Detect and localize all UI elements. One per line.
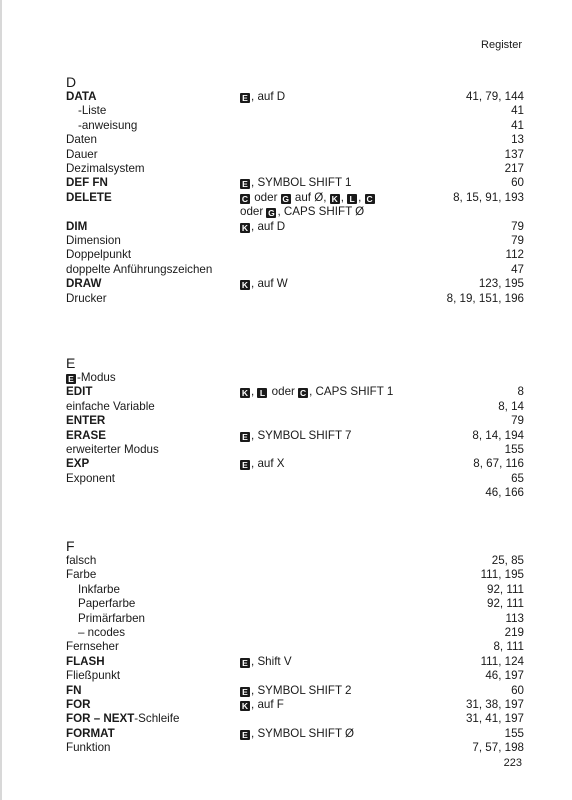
- index-term: [66, 568, 238, 582]
- index-term: [66, 597, 250, 611]
- page-references: 8, 14, 194: [472, 428, 524, 442]
- page-references: 79: [511, 219, 524, 233]
- index-term-text: DIM: [66, 219, 88, 233]
- mid-text: , auf W: [251, 277, 288, 291]
- section-letter: F: [66, 538, 75, 554]
- index-term: [66, 400, 238, 414]
- key-k-icon: K: [241, 388, 249, 399]
- mid-text: ,: [340, 190, 348, 204]
- key-sequence-line: [240, 191, 420, 205]
- page-references: 65: [511, 471, 524, 485]
- page-references: 41: [511, 118, 524, 132]
- index-term-text: ENTER: [66, 414, 106, 428]
- key-sequence-line: [240, 220, 420, 234]
- index-entry: [66, 457, 524, 471]
- page-references: 113: [505, 611, 524, 625]
- index-term-text: einfache Variable: [66, 399, 155, 413]
- index-term-text: DEF FN: [66, 176, 108, 190]
- page-references: 13: [511, 133, 524, 147]
- index-term-text: – ncodes: [78, 626, 126, 640]
- index-entry: [66, 669, 524, 683]
- page-references: 79: [511, 414, 524, 428]
- index-entry: [66, 234, 524, 248]
- index-term: [66, 263, 238, 277]
- key-e-icon: E: [66, 374, 76, 384]
- index-entry: [66, 220, 524, 234]
- mid-text: , Shift V: [251, 654, 292, 668]
- index-term-text: Exponent: [66, 471, 115, 485]
- key-sequence: [240, 191, 420, 220]
- key-sequence-line: [240, 385, 420, 399]
- index-term-text: Farbe: [66, 568, 97, 582]
- index-entry: [66, 191, 524, 220]
- section-e: [66, 355, 524, 501]
- key-e-icon: E: [240, 687, 250, 697]
- index-term-text: DRAW: [66, 277, 102, 291]
- key-g-icon: G: [268, 208, 275, 219]
- index-entry: [66, 626, 524, 640]
- index-entry: [66, 583, 524, 597]
- index-term: [66, 612, 250, 626]
- index-term-text: EXP: [66, 457, 90, 471]
- index-term: [66, 655, 238, 669]
- index-term-text: FOR – NEXT: [66, 712, 135, 726]
- key-c-icon: C: [300, 388, 307, 399]
- index-term-text: FN: [66, 683, 82, 697]
- key-sequence: [240, 385, 420, 399]
- page-references: 60: [511, 176, 524, 190]
- index-term-text: Daten: [66, 133, 97, 147]
- index-entry: [66, 385, 524, 399]
- page-number: 223: [503, 757, 522, 769]
- index-term: [66, 191, 238, 205]
- index-term: [66, 90, 238, 104]
- mid-text: , SYMBOL SHIFT 1: [251, 176, 352, 190]
- page-references: 8, 19, 151, 196: [446, 291, 524, 305]
- page-edge: [0, 0, 2, 800]
- running-header: Register: [481, 39, 522, 51]
- index-term: [66, 292, 238, 306]
- index-entry: [66, 741, 524, 755]
- index-term-text: Funktion: [66, 741, 111, 755]
- key-sequence-line: [240, 277, 420, 291]
- page-references: 217: [504, 162, 524, 176]
- key-sequence-line: [240, 727, 420, 741]
- index-entry: [66, 414, 524, 428]
- index-term: [66, 741, 238, 755]
- index-term-text: erweiterter Modus: [66, 443, 159, 457]
- mid-text: oder: [251, 190, 281, 204]
- index-term: [66, 727, 238, 741]
- key-k-icon: K: [241, 280, 249, 291]
- page-references: 123, 195: [478, 277, 524, 291]
- key-sequence-line: [240, 655, 420, 669]
- key-e-icon: E: [240, 432, 250, 442]
- index-term-text: FORMAT: [66, 726, 115, 740]
- index-term-text: EDIT: [66, 385, 93, 399]
- mid-text: , SYMBOL SHIFT 2: [251, 683, 352, 697]
- index-entry: [66, 655, 524, 669]
- key-sequence-line: [240, 698, 420, 712]
- index-term: [66, 712, 238, 726]
- index-entry: [66, 684, 524, 698]
- index-entry: [66, 292, 524, 306]
- index-entry: [66, 640, 524, 654]
- page-references: 41: [511, 104, 524, 118]
- mid-text: ,: [251, 385, 258, 399]
- index-entry: [66, 472, 524, 486]
- page-references: 41, 79, 144: [465, 90, 524, 103]
- key-sequence: [240, 277, 420, 291]
- index-term-text: Doppelpunkt: [66, 248, 132, 262]
- mid-text: , auf D: [251, 90, 286, 103]
- page-references: 79: [511, 234, 524, 248]
- key-k-icon: K: [241, 222, 249, 233]
- page-references: 46, 166: [485, 486, 524, 500]
- index-entry: [66, 119, 524, 133]
- index-term-text: falsch: [66, 554, 97, 567]
- key-c-icon: C: [366, 193, 373, 204]
- page-references: 47: [511, 262, 524, 276]
- index-term: [66, 669, 238, 683]
- page-references: 155: [504, 726, 524, 740]
- key-c-icon: C: [241, 193, 249, 204]
- key-sequence: [240, 727, 420, 741]
- key-sequence: [240, 90, 420, 104]
- index-term: [66, 457, 238, 471]
- page-references: 8, 15, 91, 193: [453, 190, 524, 204]
- index-term: [66, 385, 238, 399]
- key-sequence: [240, 698, 420, 712]
- index-term-text: Drucker: [66, 291, 107, 305]
- index-entry: [66, 698, 524, 712]
- section-letter: E: [66, 355, 76, 371]
- index-term: [66, 626, 250, 640]
- index-entry: [66, 176, 524, 190]
- index-term-text: DELETE: [66, 190, 112, 204]
- index-term-text: Fernseher: [66, 640, 119, 654]
- mid-text: oder: [268, 385, 299, 399]
- key-sequence-line: [240, 205, 420, 219]
- key-sequence: [240, 176, 420, 190]
- page-references: 25, 85: [491, 554, 524, 567]
- index-entry: [66, 712, 524, 726]
- index-term-text: FLASH: [66, 654, 105, 668]
- index-term-text: Dauer: [66, 147, 98, 161]
- key-sequence-line: [240, 90, 420, 104]
- key-g-icon: G: [282, 193, 289, 204]
- index-entry: [66, 90, 524, 104]
- key-k-icon: K: [241, 701, 249, 712]
- index-entry: [66, 371, 524, 385]
- index-term-text: doppelte Anführungszeichen: [66, 262, 213, 276]
- index-term-text: Fließpunkt: [66, 669, 121, 683]
- page-references: 46, 197: [485, 669, 524, 683]
- key-sequence-line: [240, 457, 420, 471]
- index-term: [66, 248, 238, 262]
- index-entry: [66, 277, 524, 291]
- page-references: 112: [505, 248, 524, 262]
- index-term: [66, 162, 238, 176]
- mid-text: , auf X: [251, 457, 285, 471]
- key-sequence: [240, 684, 420, 698]
- index-term-text: Primärfarben: [78, 611, 146, 625]
- page-references: 155: [504, 443, 524, 457]
- mid-text: , SYMBOL SHIFT 7: [251, 428, 352, 442]
- index-term-text: Inkfarbe: [78, 582, 120, 596]
- index-entry: [66, 133, 524, 147]
- index-term: [66, 640, 238, 654]
- index-term: [66, 220, 238, 234]
- index-entry: [66, 429, 524, 443]
- index-term-suffix: -Schleife: [134, 712, 180, 726]
- key-e-icon: E: [240, 460, 250, 470]
- index-entry: [66, 568, 524, 582]
- index-entry: [66, 443, 524, 457]
- section-f: [66, 538, 524, 756]
- page-references: 219: [504, 626, 524, 640]
- mid-text: , CAPS SHIFT 1: [309, 385, 394, 399]
- index-term-text: ERASE: [66, 428, 106, 442]
- page-references: 92, 111: [487, 582, 524, 596]
- index-term: [66, 698, 238, 712]
- key-k-icon: K: [331, 193, 338, 204]
- index-term-text: FOR: [66, 698, 91, 712]
- index-term: [66, 414, 238, 428]
- index-term: [66, 371, 238, 385]
- index-entry: [66, 148, 524, 162]
- index-term: [66, 133, 238, 147]
- index-term-text: Paperfarbe: [78, 597, 136, 611]
- mid-text: , auf F: [251, 698, 284, 712]
- key-sequence: [240, 655, 420, 669]
- mid-text: , CAPS SHIFT Ø: [277, 205, 365, 219]
- page-references: 92, 111: [487, 597, 524, 611]
- section-d: [66, 74, 524, 306]
- key-e-icon: E: [240, 93, 250, 103]
- key-l-icon: L: [257, 388, 267, 398]
- index-term-text: Dimension: [66, 234, 121, 248]
- page-references: 31, 38, 197: [465, 698, 524, 712]
- page-references: 8, 67, 116: [473, 457, 524, 471]
- index-entry: [66, 400, 524, 414]
- index-term: [66, 148, 238, 162]
- mid-text: ,: [358, 190, 365, 204]
- index-term: [66, 176, 238, 190]
- index-entry: [66, 612, 524, 626]
- index-entry: [66, 263, 524, 277]
- key-sequence: [240, 220, 420, 234]
- mid-text: auf Ø,: [291, 190, 330, 204]
- key-e-icon: E: [240, 658, 250, 668]
- index-term: [66, 104, 250, 118]
- index-entry: [66, 597, 524, 611]
- index-term-text: DATA: [66, 90, 97, 103]
- index-term: [66, 472, 238, 486]
- index-entry: [66, 104, 524, 118]
- key-e-icon: E: [240, 179, 250, 189]
- index-entry: [66, 727, 524, 741]
- index-term-text: -anweisung: [78, 118, 138, 132]
- index-term: [66, 234, 238, 248]
- index-term: [66, 119, 250, 133]
- page-references: 8, 14: [498, 399, 524, 413]
- mid-text: oder: [240, 205, 267, 219]
- key-sequence: [240, 457, 420, 471]
- page-references: 111, 195: [480, 568, 524, 582]
- key-sequence: [240, 429, 420, 443]
- mid-text: , SYMBOL SHIFT Ø: [251, 726, 355, 740]
- key-sequence-line: [240, 429, 420, 443]
- page-references: 111, 124: [480, 654, 524, 668]
- page-references: 7, 57, 198: [472, 741, 524, 755]
- index-term: [66, 443, 238, 457]
- key-l-icon: L: [347, 194, 357, 204]
- page-references: 8: [517, 385, 524, 399]
- page-references: 60: [511, 683, 524, 697]
- index-entry: [66, 162, 524, 176]
- mid-text: , auf D: [251, 219, 286, 233]
- index-term: [66, 583, 250, 597]
- index-term: [66, 554, 238, 568]
- index-term: [66, 684, 238, 698]
- page-references: 137: [504, 147, 524, 161]
- section-letter: D: [66, 74, 77, 90]
- page-references: 31, 41, 197: [465, 712, 524, 726]
- key-sequence-line: [240, 176, 420, 190]
- index-entry: [66, 486, 524, 500]
- index-term-text: -Modus: [77, 371, 116, 384]
- index-term: [66, 277, 238, 291]
- page-references: 8, 111: [493, 640, 524, 654]
- key-sequence-line: [240, 684, 420, 698]
- index-entry: [66, 248, 524, 262]
- index-term-text: Dezimalsystem: [66, 162, 145, 176]
- index-term-text: -Liste: [78, 104, 107, 118]
- key-e-icon: E: [240, 730, 250, 740]
- index-entry: [66, 554, 524, 568]
- index-term: [66, 429, 238, 443]
